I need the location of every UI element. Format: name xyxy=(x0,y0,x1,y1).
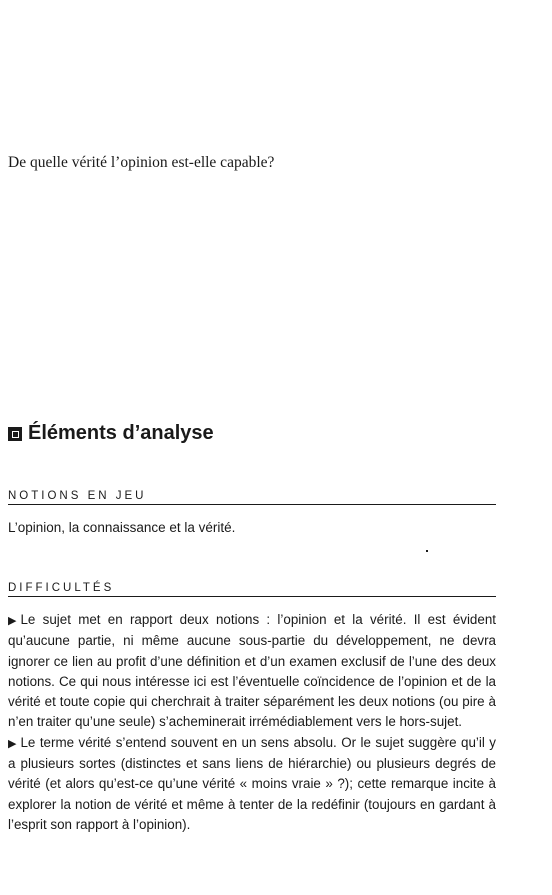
notions-text: L’opinion, la connaissance et la vérité. xyxy=(8,520,236,535)
difficulty-text-1: Le sujet met en rapport deux notions : l’opinion et la vérité. Il est évident qu’aucune partie, ni même aucune sous-partie du développement, ne devra ignorer ce lien au profit d’une définition et d’un examen exclusif de l’une des deux notions. Ce qui nous intéresse ici est l’éventuelle coïncidence de l’opinion et de la vérité et toute copie qui cherchrait à traiter séparément les deux notions (ou pire à n’en traiter qu’une seule) s’acheminerait irrémédiablement vers le hors-sujet. xyxy=(8,612,496,730)
difficulty-text-2: Le terme vérité s’entend souvent en un sens absolu. Or le sujet suggère qu’il y a plusieurs sortes (distinctes et sans liens de hiérarchie) ou plusieurs degrés de vérité (et alors qu’est-ce qu’une vérité « moins vraie » ?); cette remarque incite à explorer la notion de vérité et même à tenter de la redéfinir (toujours en gardant à l’esprit son rapport à l’opinion). xyxy=(8,734,496,832)
rubric-difficultes: DIFFICULTÉS xyxy=(8,582,496,597)
section-marker-icon xyxy=(8,427,22,441)
difficulty-paragraph-1 xyxy=(8,610,496,733)
bullet-arrow-icon: ▶ xyxy=(8,615,17,627)
rubric-notions-en-jeu: NOTIONS EN JEU xyxy=(8,490,496,505)
subject-title: De quelle vérité l’opinion est-elle capable? xyxy=(8,154,275,171)
difficultes-body xyxy=(8,610,496,835)
section-heading xyxy=(8,422,214,445)
stray-dot xyxy=(426,550,428,552)
bullet-arrow-icon: ▶ xyxy=(8,737,17,750)
difficulty-paragraph-2 xyxy=(8,733,496,835)
section-title: Éléments d’analyse xyxy=(28,422,214,444)
